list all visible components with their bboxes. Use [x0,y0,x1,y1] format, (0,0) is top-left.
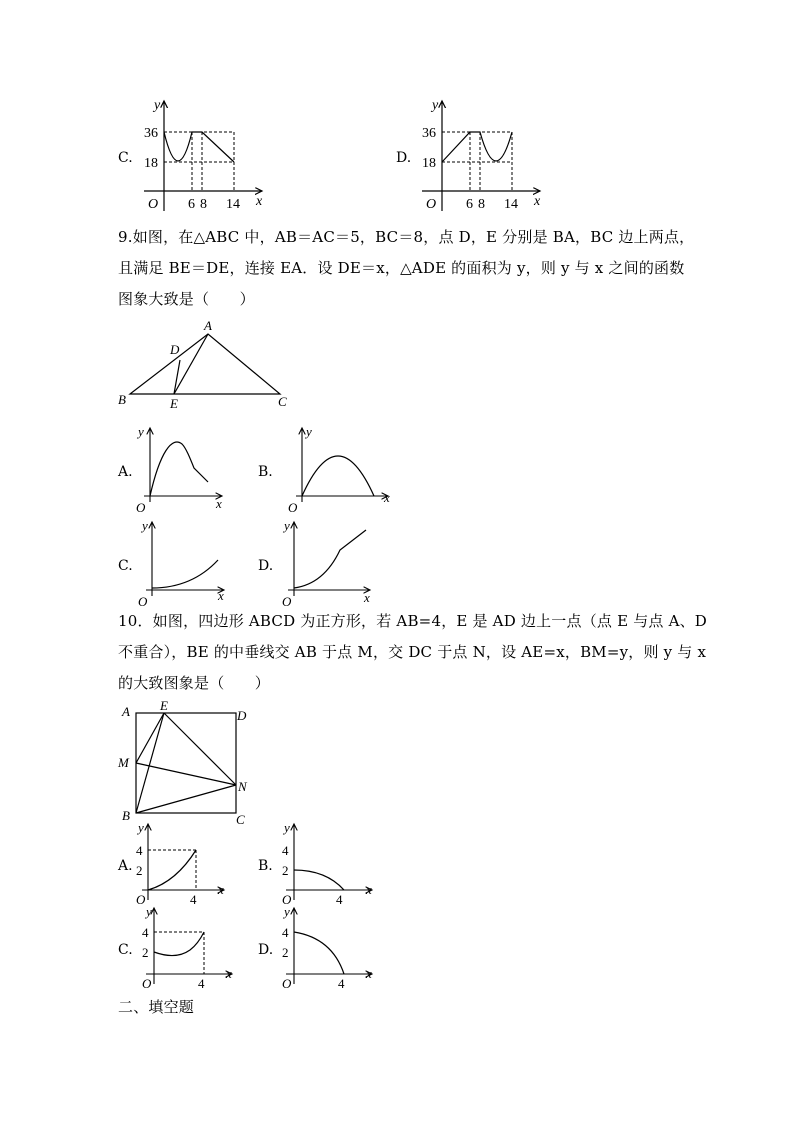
point-b: B [122,808,130,823]
curve [294,530,366,588]
curve [302,456,374,496]
q10-square-figure [116,700,256,826]
point-d: D [170,342,180,357]
tick-x-4: 4 [198,976,205,990]
segment-bn [136,785,236,813]
origin-label: O [142,976,152,990]
x-label: x [366,966,372,981]
curve [294,870,344,890]
point-c: C [278,394,287,409]
q9-option-c-label: C. [118,558,133,574]
q10-option-d-label: D. [258,942,274,958]
origin-label: O [426,197,437,212]
y-label: y [142,518,148,533]
point-a: A [122,704,130,719]
point-b: B [118,392,126,407]
q10-text [118,606,707,699]
q10-option-a-graph [134,820,230,906]
q10-option-b-label: B. [258,858,273,874]
point-m: M [118,755,129,770]
curve [294,932,344,974]
q8-option-c-graph [140,95,270,215]
q9-option-d-graph [280,516,376,606]
segment-en [164,713,236,785]
point-d: D [237,708,247,723]
tick-18: 18 [144,156,158,171]
tick-36: 36 [144,126,158,141]
square-abcd [136,713,236,813]
q9-line-3: 图象大致是（ ） [118,290,255,308]
y-label: y [146,904,152,919]
origin-label: O [282,976,292,990]
curve [154,932,204,956]
tick-14: 14 [504,197,518,212]
curve [148,850,196,890]
tick-x-4: 4 [338,976,345,990]
tick-4: 4 [142,925,149,940]
x-label: x [364,590,370,605]
origin-label: O [136,892,146,906]
tick-4: 4 [136,843,143,858]
point-e: E [170,396,178,410]
curve [150,442,208,496]
tick-2: 2 [282,945,289,960]
q10-option-c-label: C. [118,942,133,958]
tick-2: 2 [136,863,143,878]
origin-label: O [148,197,159,212]
q9-line-2: 且满足 BE＝DE，连接 EA．设 DE＝x，△ADE 的面积为 y，则 y 与 x 之间的函数 [118,259,685,277]
origin-label: O [136,500,146,512]
tick-36: 36 [422,126,436,141]
x-label: x [218,882,224,897]
tick-x-4: 4 [336,892,343,906]
q10-line-1: 10．如图，四边形 ABCD 为正方形，若 AB=4，E 是 AD 边上一点（点 E 与点 A、D [118,612,708,630]
q10-option-a-label: A. [118,858,133,874]
q9-option-c-graph [136,516,232,606]
q9-option-a-graph [130,422,230,512]
q8-option-d-graph [418,95,548,215]
curve [152,560,218,588]
curve [164,132,234,162]
tick-2: 2 [282,863,289,878]
y-label: y [284,904,290,919]
point-c: C [236,812,245,826]
triangle-abc [130,334,280,394]
x-label: x [218,588,224,603]
tick-18: 18 [422,156,436,171]
q9-option-a-label: A. [118,464,133,480]
tick-x-4: 4 [190,892,197,906]
q9-option-b-graph [284,422,396,512]
tick-8: 8 [478,197,485,212]
y-label: y [138,820,144,835]
q10-line-3: 的大致图象是（ ） [118,674,271,692]
tick-8: 8 [200,197,207,212]
y-label: y [138,424,144,439]
q9-option-d-label: D. [258,558,274,574]
origin-label: O [288,500,298,512]
origin-label: O [282,594,292,606]
y-label: y [432,98,439,113]
y-label: y [284,820,290,835]
q9-option-b-label: B. [258,464,273,480]
segment-be [136,713,164,813]
q9-line-1: 9.如图，在△ABC 中，AB＝AC＝5，BC＝8，点 D，E 分别是 BA，BC 边上两点， [118,228,695,246]
tick-6: 6 [466,197,473,212]
q8-option-d-label: D. [396,150,412,166]
point-e: E [160,700,168,713]
x-label: x [366,882,372,897]
x-label: x [216,496,222,511]
y-label: y [154,98,161,113]
curve [442,132,512,162]
tick-14: 14 [226,197,240,212]
segment-me [136,713,164,763]
origin-label: O [138,594,148,606]
section-heading: 二、填空题 [118,998,195,1016]
q10-line-2: 不重合），BE 的中垂线交 AB 于点 M，交 DC 于点 N，设 AE=x，BM=y，则 y 与 x [118,643,707,661]
x-label: x [226,966,232,981]
y-label: y [306,424,312,439]
tick-6: 6 [188,197,195,212]
point-n: N [238,779,247,794]
tick-4: 4 [282,925,289,940]
y-label: y [284,518,290,533]
q8-option-c-label: C. [118,150,133,166]
q9-triangle-figure [112,318,302,410]
q10-option-b-graph [278,820,378,906]
x-label: x [534,194,541,209]
origin-label: O [282,892,292,906]
q10-option-c-graph [138,904,238,990]
x-label: x [384,490,390,505]
point-a: A [204,318,212,333]
segment-mn [136,763,236,785]
q10-option-d-graph [278,904,378,990]
q9-text [118,222,694,315]
x-label: x [256,194,263,209]
tick-4: 4 [282,843,289,858]
tick-2: 2 [142,945,149,960]
